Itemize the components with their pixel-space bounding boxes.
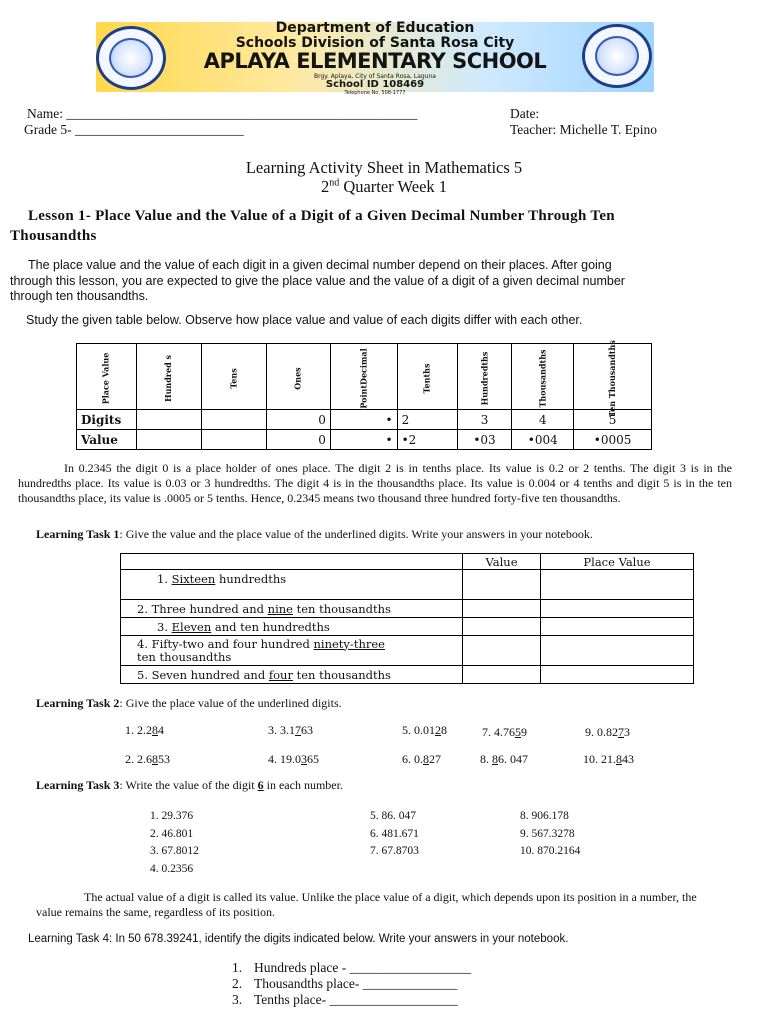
task2-item: 4. 19.0365 bbox=[268, 752, 319, 766]
list-item: 1. Hundreds place - __________________ bbox=[232, 960, 472, 975]
school-header-text bbox=[170, 20, 580, 94]
answer-cell[interactable] bbox=[541, 666, 694, 684]
task1-table bbox=[120, 553, 694, 684]
task2-item: 1. 2.284 bbox=[125, 723, 164, 737]
list-item: 6. 481.671 bbox=[370, 827, 419, 840]
answer-cell[interactable] bbox=[463, 666, 541, 684]
list-item: 3. Tenths place- ___________________ bbox=[232, 992, 458, 1007]
list-item: 4. 0.2356 bbox=[150, 862, 194, 875]
task1-value-header: Value bbox=[463, 554, 541, 570]
header-cell: Hundred s bbox=[136, 344, 202, 410]
header-cell: Ten Thousandths bbox=[574, 344, 652, 410]
name-field-label[interactable]: Name: ____________________________________________________ bbox=[27, 106, 418, 121]
table-row bbox=[121, 570, 694, 600]
study-instruction: Study the given table below. Observe how place value and value of each digits differ with each other. bbox=[26, 313, 583, 327]
school-logo-icon bbox=[582, 24, 652, 88]
sheet-title: Learning Activity Sheet in Mathematics 5 bbox=[245, 158, 523, 177]
task4-instruction: Learning Task 4: In 50 678.39241, identify the digits indicated below. Write your answers in your notebook. bbox=[28, 933, 569, 945]
quarter-rest: Quarter Week 1 bbox=[339, 177, 448, 196]
answer-cell[interactable] bbox=[541, 600, 694, 618]
task1-item: 2. Three hundred and nine ten thousandths bbox=[121, 600, 463, 618]
row-label: Value bbox=[77, 430, 137, 450]
teacher-name: Teacher: Michelle T. Epino bbox=[510, 122, 657, 137]
table-cell: 5 bbox=[574, 410, 652, 430]
deped-seal-icon bbox=[96, 26, 166, 90]
task2-item: 8. 86. 047 bbox=[480, 752, 528, 766]
list-item: 3. 67.8012 bbox=[150, 845, 199, 857]
table-cell: • bbox=[330, 430, 397, 450]
school-address: Brgy. Aplaya, City of Santa Rosa, Laguna bbox=[314, 73, 436, 80]
answer-cell[interactable] bbox=[463, 570, 541, 600]
school-telephone: Telephone No. 508-1777 bbox=[344, 90, 406, 96]
table-cell: •2 bbox=[397, 430, 457, 450]
task1-instruction bbox=[36, 527, 593, 542]
task1-item: 5. Seven hundred and four ten thousandths bbox=[121, 666, 463, 684]
task1-item: 1. Sixteen hundredths bbox=[121, 570, 463, 600]
table-cell: 0 bbox=[266, 430, 330, 450]
table-cell: •03 bbox=[457, 430, 512, 450]
quarter-number: 2 bbox=[320, 177, 330, 196]
table-cell: •004 bbox=[512, 430, 574, 450]
task2-item: 9. 0.8273 bbox=[585, 725, 630, 739]
lesson-title: Lesson 1- Place Value and the Value of a Digit of a Given Decimal Number Through Ten Thousandths bbox=[10, 208, 615, 244]
header-cell: Thousandths bbox=[512, 344, 574, 410]
place-value-header-row bbox=[77, 344, 652, 410]
place-value-explanation: In 0.2345 the digit 0 is a place holder of ones place. The digit 2 is in tenths place. Its value is 0.2 or 2 tenths. The digit 3 is in the hundredths place. Its value is 0.03 or 3 hundredths. The digit 4 is in the thousandths place. Its value is 0.004 or 4 tenths and digit 5 is in the ten thousandths place, its value is .0005 or 5 tenths. Hence, 0.2345 means two thousand three hundred forty-five ten thousandths. bbox=[18, 461, 732, 505]
department-name: Department of Education bbox=[275, 20, 475, 36]
header-cell: Tens bbox=[202, 344, 266, 410]
task1-label: Learning Task 1 bbox=[36, 527, 120, 541]
list-item: 1. 29.376 bbox=[150, 810, 194, 822]
quarter-suffix: nd bbox=[329, 177, 340, 189]
answer-cell[interactable] bbox=[463, 636, 541, 666]
list-item: 8. 906.178 bbox=[520, 810, 569, 822]
answer-cell[interactable] bbox=[463, 618, 541, 636]
table-cell: 4 bbox=[512, 410, 574, 430]
header-cell: Tenths bbox=[397, 344, 457, 410]
school-id: School ID 108469 bbox=[325, 79, 425, 90]
table-row bbox=[121, 600, 694, 618]
date-field-label[interactable]: Date: bbox=[510, 106, 540, 121]
place-value-table bbox=[76, 339, 652, 450]
grade-field-label[interactable]: Grade 5- _________________________ bbox=[24, 122, 244, 137]
table-cell bbox=[136, 430, 202, 450]
task2-item: 6. 0.827 bbox=[402, 752, 441, 766]
division-name: Schools Division of Santa Rosa City bbox=[235, 35, 515, 51]
list-item: 2. 46.801 bbox=[150, 827, 194, 840]
answer-cell[interactable] bbox=[541, 570, 694, 600]
task3-column-1 bbox=[150, 808, 199, 878]
closing-paragraph: The actual value of a digit is called its value. Unlike the place value of a digit, which depends upon its position in a number, the value remains the same, regardless of its position. bbox=[36, 890, 697, 919]
task2-label: Learning Task 2 bbox=[36, 696, 120, 710]
answer-cell[interactable] bbox=[541, 618, 694, 636]
task2-item: 5. 0.0128 bbox=[402, 723, 447, 737]
table-cell: •0005 bbox=[574, 430, 652, 450]
table-cell: • bbox=[330, 410, 397, 430]
task1-item: 3. Eleven and ten hundredths bbox=[121, 618, 463, 636]
list-item: 5. 86. 047 bbox=[370, 810, 416, 822]
task1-instruction-text: : Give the value and the place value of the underlined digits. Write your answers in your notebook. bbox=[119, 527, 593, 541]
task3-column-3 bbox=[520, 808, 580, 861]
table-cell: 3 bbox=[457, 410, 512, 430]
answer-cell[interactable] bbox=[541, 636, 694, 666]
header-cell: PointDecimal bbox=[330, 344, 397, 410]
lesson-intro: The place value and the value of each digit in a given decimal number depend on their places. After going through this lesson, you are expected to give the place value and the value of a digit of a given decimal number through ten thousandths. bbox=[10, 258, 625, 303]
header-cell: Ones bbox=[266, 344, 330, 410]
task2-instruction-text: : Give the place value of the underlined digits. bbox=[119, 696, 342, 710]
task2-instruction bbox=[36, 696, 342, 711]
table-cell: 2 bbox=[397, 410, 457, 430]
task3-digit: 6 bbox=[257, 778, 264, 792]
header-cell: Place Value bbox=[77, 344, 137, 410]
task1-header-blank bbox=[121, 554, 463, 570]
list-item: 10. 870.2164 bbox=[520, 845, 581, 857]
task3-column-2 bbox=[370, 808, 419, 861]
table-cell bbox=[202, 410, 266, 430]
table-cell: 0 bbox=[266, 410, 330, 430]
task1-item: 4. Fifty-two and four hundred ninety-three ten thousandths bbox=[121, 636, 463, 666]
list-item: 7. 67.8703 bbox=[370, 845, 419, 857]
digits-row bbox=[77, 410, 652, 430]
table-row bbox=[121, 636, 694, 666]
list-item: 2. Thousandths place- ______________ bbox=[232, 976, 458, 991]
task4-list bbox=[232, 960, 471, 1008]
table-cell bbox=[202, 430, 266, 450]
task2-item: 7. 4.7659 bbox=[482, 725, 527, 739]
header-cell: Hundredths bbox=[457, 344, 512, 410]
value-row bbox=[77, 430, 652, 450]
list-item: 9. 567.3278 bbox=[520, 827, 575, 840]
school-name: APLAYA ELEMENTARY SCHOOL bbox=[203, 49, 547, 73]
table-row bbox=[121, 618, 694, 636]
task2-item: 2. 2.6853 bbox=[125, 752, 170, 766]
task2-item: 10. 21.843 bbox=[583, 752, 634, 766]
task3-label: Learning Task 3 bbox=[36, 778, 120, 792]
table-row bbox=[121, 666, 694, 684]
table-cell bbox=[136, 410, 202, 430]
row-label: Digits bbox=[77, 410, 137, 430]
answer-cell[interactable] bbox=[463, 600, 541, 618]
task3-instruction: Learning Task 3: Write the value of the digit 6 in each number. bbox=[36, 778, 343, 792]
quarter-week-title bbox=[0, 177, 768, 197]
task2-item: 3. 3.1763 bbox=[268, 723, 313, 737]
task1-place-value-header: Place Value bbox=[541, 554, 694, 570]
